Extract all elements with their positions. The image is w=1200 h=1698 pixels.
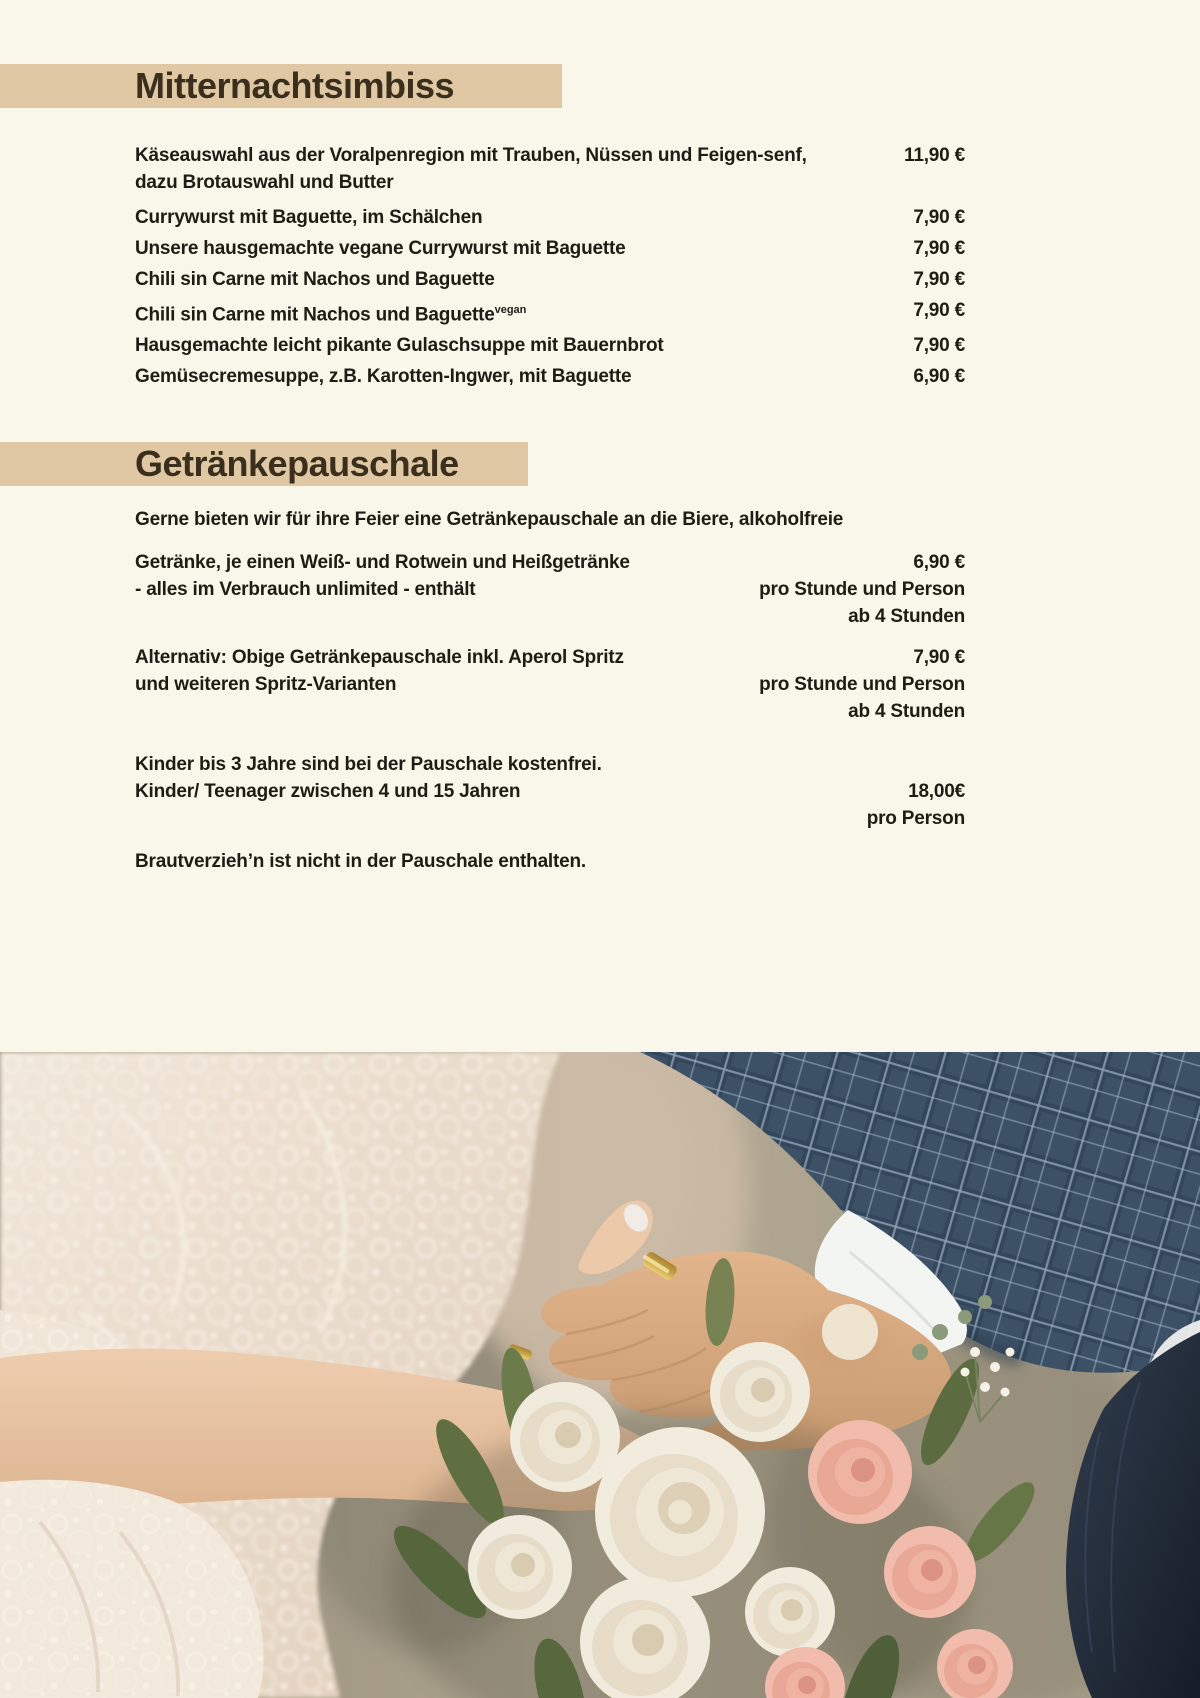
rose-bud (822, 1304, 878, 1360)
price-value: 18,00€ (908, 781, 965, 803)
item-price: 11,90 € (904, 145, 965, 166)
menu-item (135, 332, 965, 359)
item-price: 7,90 € (913, 335, 965, 357)
pricing-amount (715, 644, 965, 725)
section-header-band (0, 442, 528, 486)
pink-rose (884, 1526, 976, 1618)
item-name: Käseauswahl aus der Voralpenregion mit Trauben, Nüssen und Feigen-senf, dazu Brotauswahl und Butter (135, 145, 807, 193)
white-rose-center (595, 1427, 765, 1597)
menu-item (135, 142, 965, 196)
intro-text: Gerne bieten wir für ihre Feier eine Getränkepauschale an die Biere, alkoholfreie (135, 509, 844, 531)
pink-rose (808, 1420, 912, 1524)
price-unit: pro Stunde und Person (759, 579, 965, 601)
menu-item (135, 266, 965, 293)
section-title-mitternachtsimbiss: Mitternachtsimbiss (135, 65, 455, 106)
item-price: 6,90 € (913, 366, 965, 388)
price-unit: pro Stunde und Person (759, 674, 965, 696)
menu-item-list (135, 142, 965, 390)
section-header-band (0, 64, 562, 108)
pricing-list (135, 549, 965, 875)
pricing-row-children (135, 751, 965, 832)
item-name: Currywurst mit Baguette, im Schälchen (135, 207, 483, 228)
pricing-amount (715, 549, 965, 630)
item-name: Hausgemachte leicht pikante Gulaschsuppe mit Bauernbrot (135, 335, 664, 357)
menu-item (135, 235, 965, 262)
note-line: Brautverzieh’n ist nicht in der Pauschale enthalten. (135, 851, 586, 873)
item-price: 7,90 € (913, 269, 965, 290)
price-condition: ab 4 Stunden (848, 606, 965, 628)
menu-item (135, 363, 965, 390)
pricing-description: Kinder bis 3 Jahre sind bei der Pauschale kostenfrei. Kinder/ Teenager zwischen 4 und 15 Jahren (135, 754, 602, 803)
section-title-getraenkepauschale: Getränkepauschale (135, 443, 459, 485)
menu-item (135, 297, 965, 328)
vegan-superscript: vegan (494, 304, 527, 316)
item-name: Gemüsecremesuppe, z.B. Karotten-Ingwer, mit Baguette (135, 366, 632, 388)
item-price: 7,90 € (913, 300, 965, 321)
section-getraenkepauschale (0, 442, 1200, 875)
section-mitternachtsimbiss (0, 64, 1200, 390)
menu-item (135, 204, 965, 231)
item-name: Chili sin Carne mit Nachos und Baguette (135, 269, 495, 290)
price-unit: pro Person (866, 808, 965, 830)
price-value: 6,90 € (913, 552, 965, 574)
item-name: Chili sin Carne mit Nachos und Baguette$^{vegan}$ (135, 304, 527, 326)
white-rose (745, 1567, 835, 1657)
white-rose (710, 1342, 810, 1442)
white-rose (468, 1515, 572, 1619)
pricing-row-note (135, 848, 965, 875)
price-condition: ab 4 Stunden (848, 701, 965, 723)
wedding-photo (0, 1052, 1200, 1698)
pricing-row-alternative (135, 644, 965, 725)
pricing-description: Getränke, je einen Weiß- und Rotwein und Heißgetränke - alles im Verbrauch unlimited - enthält (135, 552, 630, 601)
pricing-description: Alternativ: Obige Getränkepauschale inkl. Aperol Spritz und weiteren Spritz-Varianten (135, 647, 624, 696)
price-value: 7,90 € (913, 647, 965, 669)
item-price: 7,90 € (913, 238, 965, 259)
pricing-row-drinks (135, 549, 965, 630)
item-name: Unsere hausgemachte vegane Currywurst mit Baguette (135, 238, 626, 259)
pricing-amount (715, 751, 965, 832)
item-price: 7,90 € (913, 207, 965, 228)
